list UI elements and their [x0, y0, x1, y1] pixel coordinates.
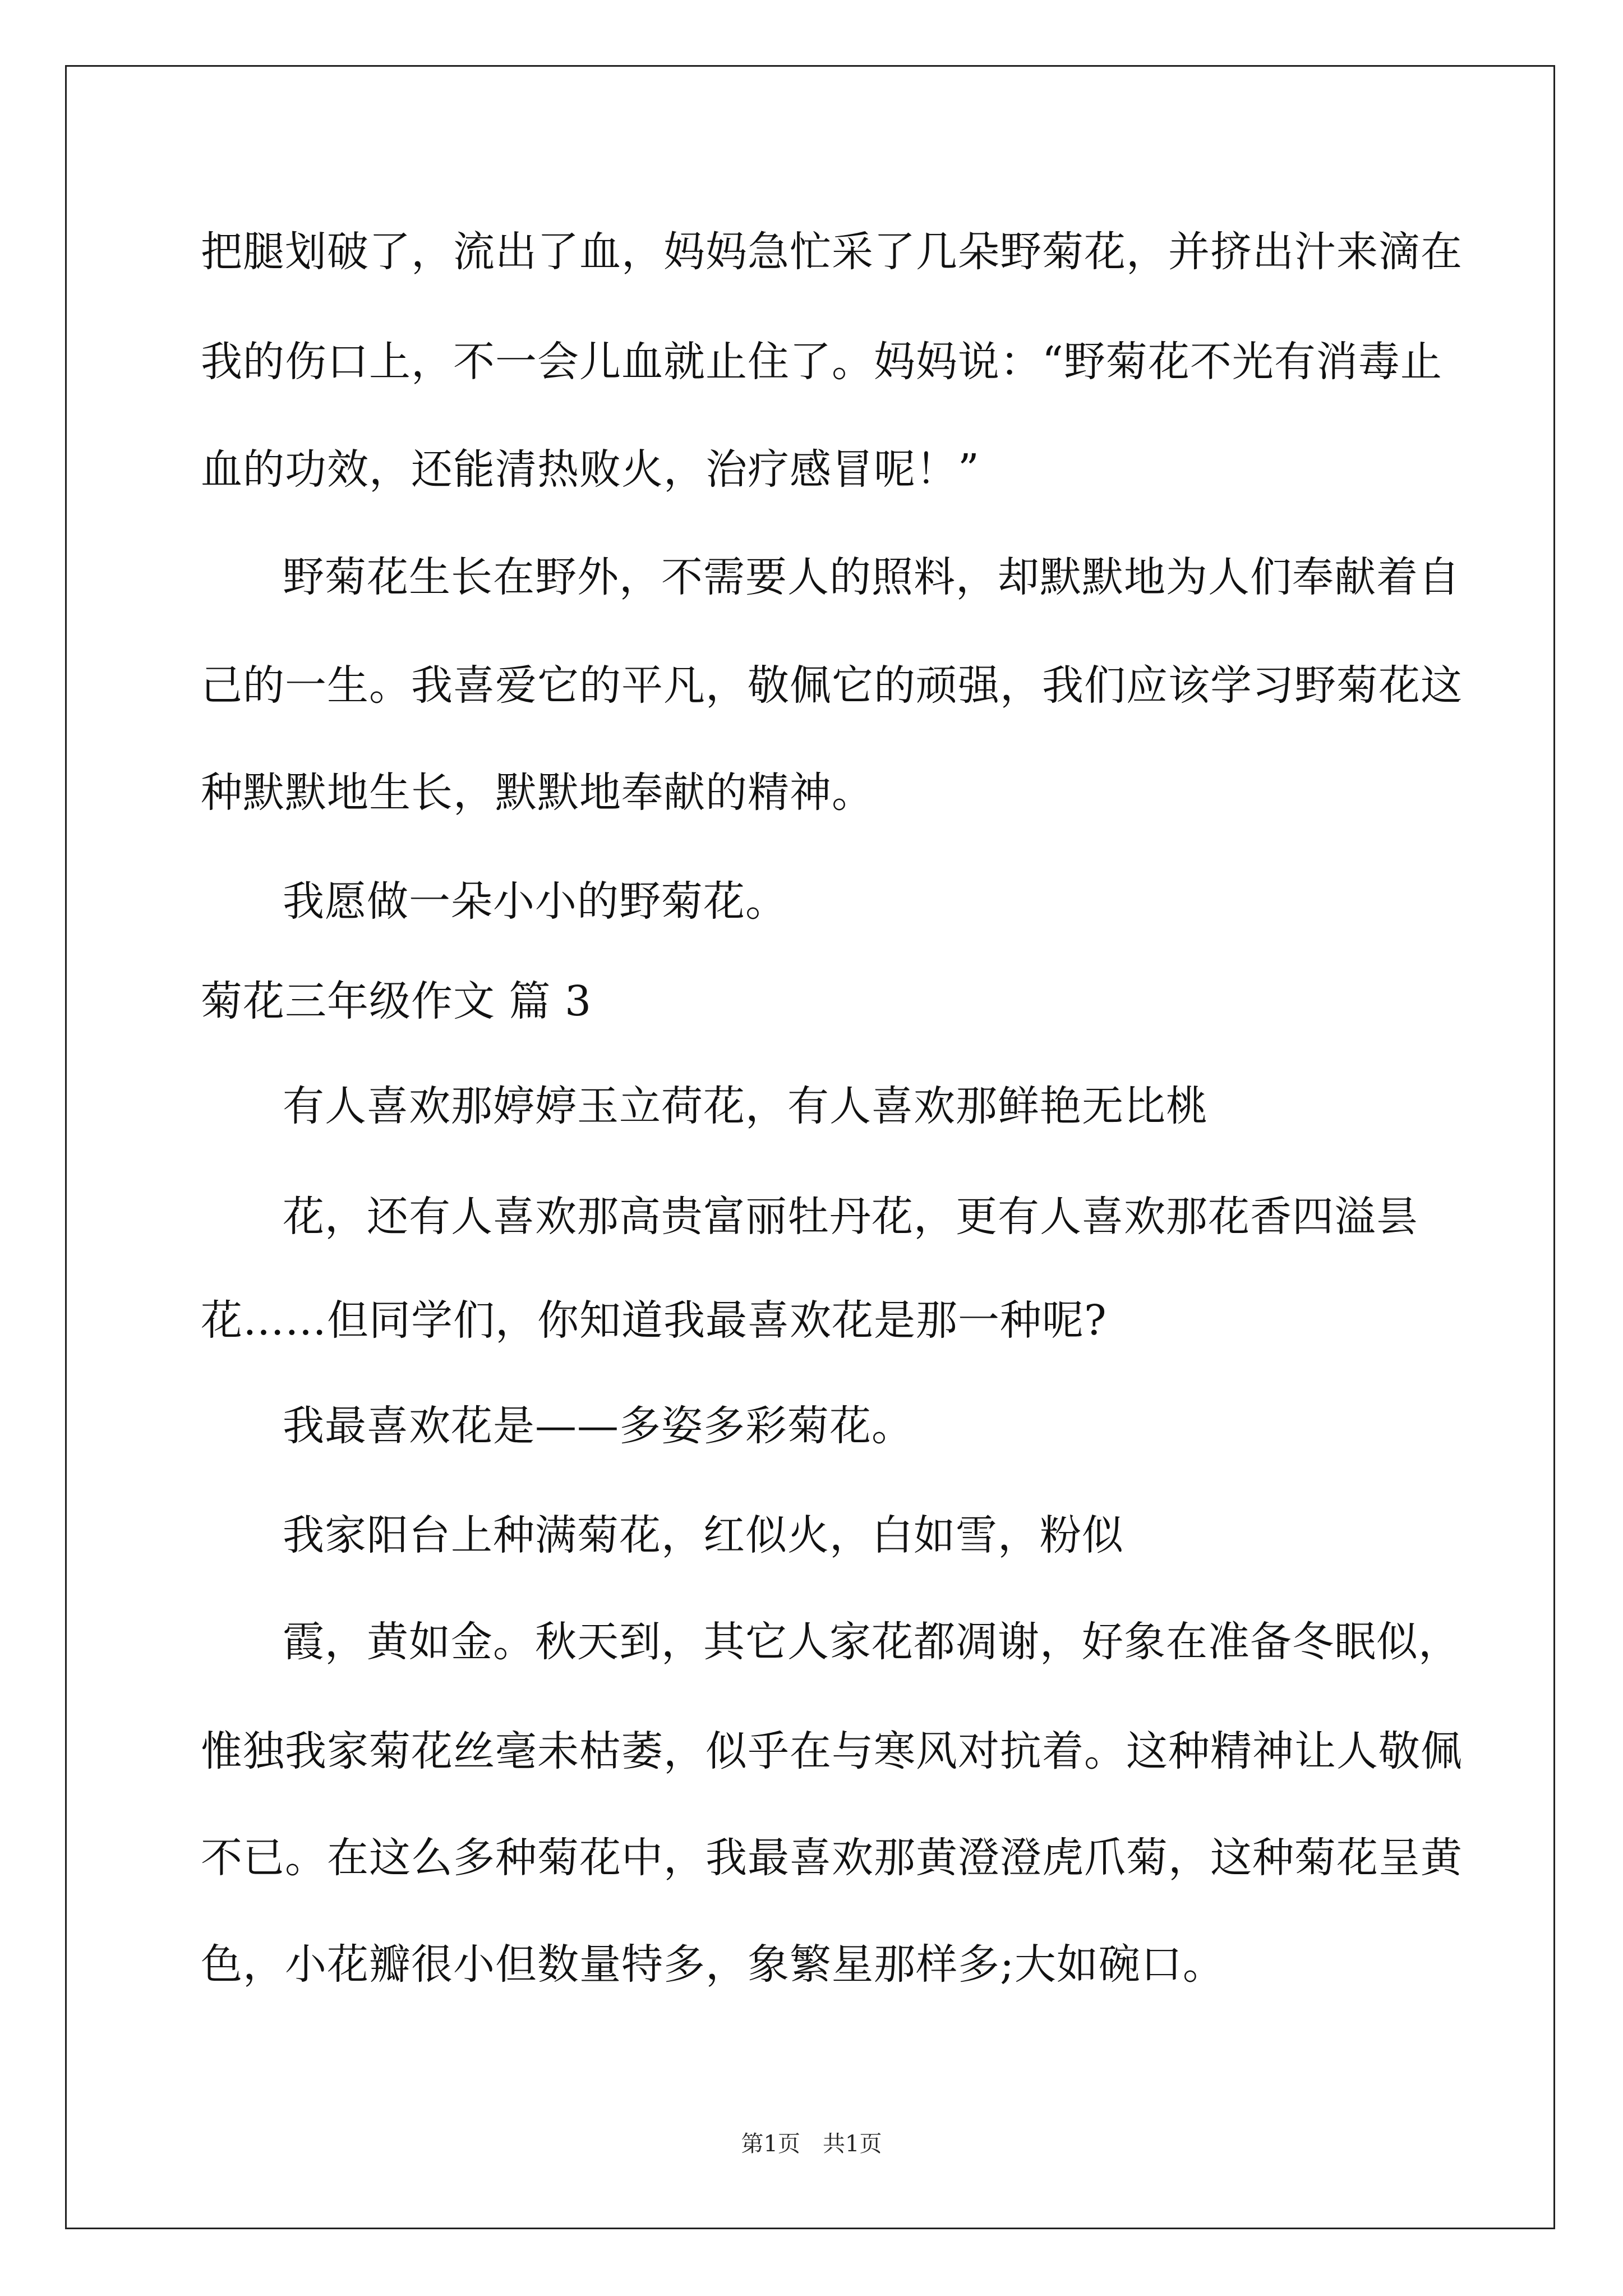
text-line: 我最喜欢花是——多姿多彩菊花。	[283, 1402, 914, 1450]
text-line: 我的伤口上，不一会儿血就止住了。妈妈说：“野菊花不光有消毒止	[201, 338, 1442, 386]
text-line: 种默默地生长，默默地奉献的精神。	[201, 769, 874, 817]
text-line: 己的一生。我喜爱它的平凡，敬佩它的顽强，我们应该学习野菊花这	[201, 661, 1463, 710]
page-footer: 第1页 共1页	[741, 2131, 882, 2157]
text-line: 霞，黄如金。秋天到，其它人家花都凋谢，好象在准备冬眠似，	[283, 1618, 1460, 1666]
text-line: 有人喜欢那婷婷玉立荷花，有人喜欢那鲜艳无比桃	[283, 1082, 1208, 1130]
text-line: 花，还有人喜欢那高贵富丽牡丹花，更有人喜欢那花香四溢昙	[283, 1193, 1418, 1241]
text-line: 花……但同学们，你知道我最喜欢花是那一种呢?	[201, 1296, 1107, 1345]
text-line: 我愿做一朵小小的野菊花。	[283, 877, 787, 926]
text-line: 我家阳台上种满菊花，红似火，白如雪，粉似	[283, 1511, 1124, 1559]
text-line: 不已。在这么多种菊花中，我最喜欢那黄澄澄虎爪菊，这种菊花呈黄	[201, 1834, 1463, 1882]
text-line: 色，小花瓣很小但数量特多，象繁星那样多;大如碗口。	[201, 1940, 1225, 1989]
text-line: 把腿划破了，流出了血，妈妈急忙采了几朵野菊花，并挤出汁来滴在	[201, 228, 1463, 276]
page-border	[65, 65, 1555, 2229]
text-line: 野菊花生长在野外，不需要人的照料，却默默地为人们奉献着自	[283, 553, 1460, 601]
text-line: 惟独我家菊花丝毫未枯萎，似乎在与寒风对抗着。这种精神让人敬佩	[201, 1727, 1463, 1775]
section-heading: 菊花三年级作文 篇 3	[201, 977, 592, 1025]
text-line: 血的功效，还能清热败火，治疗感冒呢！”	[201, 445, 980, 494]
